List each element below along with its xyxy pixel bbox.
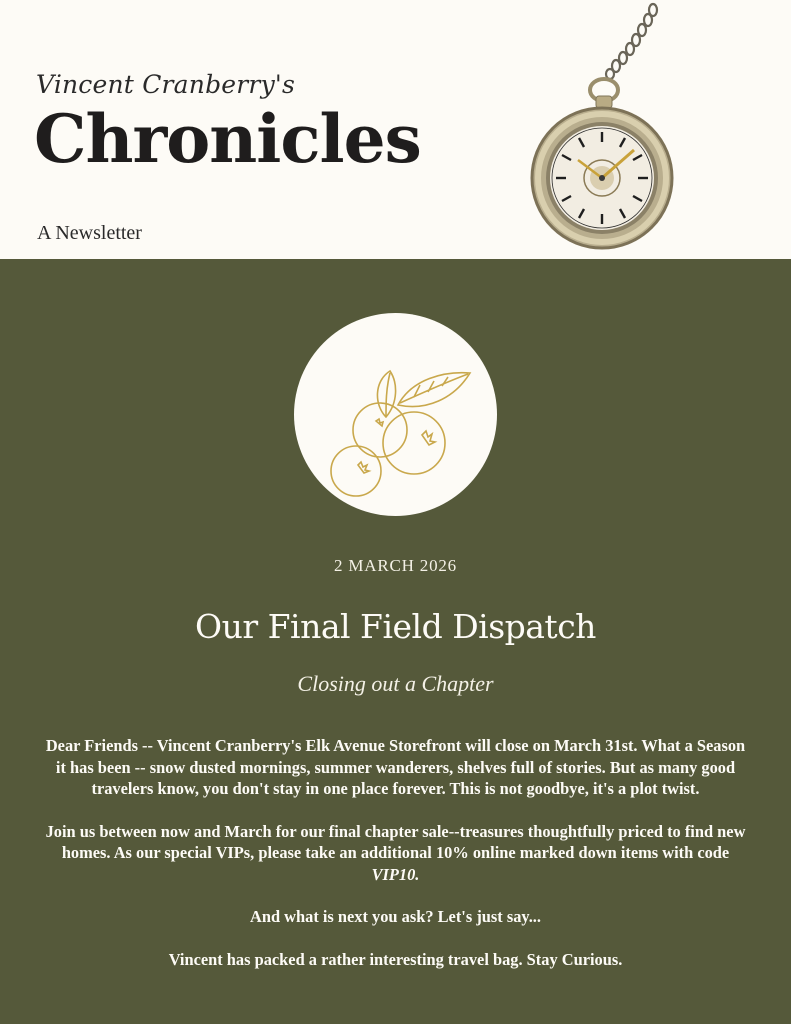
subheadline: Closing out a Chapter bbox=[297, 671, 494, 696]
newsletter-header bbox=[0, 0, 791, 259]
paragraph-intro: Dear Friends -- Vincent Cranberry's Elk Avenue Storefront will close on March 31st. What a Season it has been -- snow dusted mornings, summer wanderers, shelves full of stories. But as many good travelers know, you don't stay in one place forever. This is not goodbye, it's a plot twist. bbox=[45, 736, 746, 798]
brand-title: Chronicles bbox=[34, 100, 421, 178]
paragraph-signoff: Vincent has packed a rather interesting travel bag. Stay Curious. bbox=[168, 949, 623, 969]
sale-text: Join us between now and March for our final chapter sale--treasures thoughtfully priced to find new homes. As our special VIPs, please take an additional 10% online marked down items with code bbox=[45, 821, 746, 862]
blueberries-icon bbox=[294, 313, 497, 516]
paragraph-teaser: And what is next you ask? Let's just say... bbox=[250, 907, 541, 926]
newsletter-body bbox=[0, 259, 791, 1024]
letter-body bbox=[42, 735, 749, 991]
headline: Our Final Field Dispatch bbox=[195, 607, 596, 646]
pocket-watch-icon bbox=[520, 0, 695, 250]
brand-subtitle: A Newsletter bbox=[37, 222, 142, 244]
issue-date: 2 MARCH 2026 bbox=[334, 556, 457, 575]
promo-code: VIP10. bbox=[371, 864, 420, 884]
paragraph-sale bbox=[42, 821, 749, 886]
brand-script-name: Vincent Cranberry's bbox=[36, 70, 296, 99]
